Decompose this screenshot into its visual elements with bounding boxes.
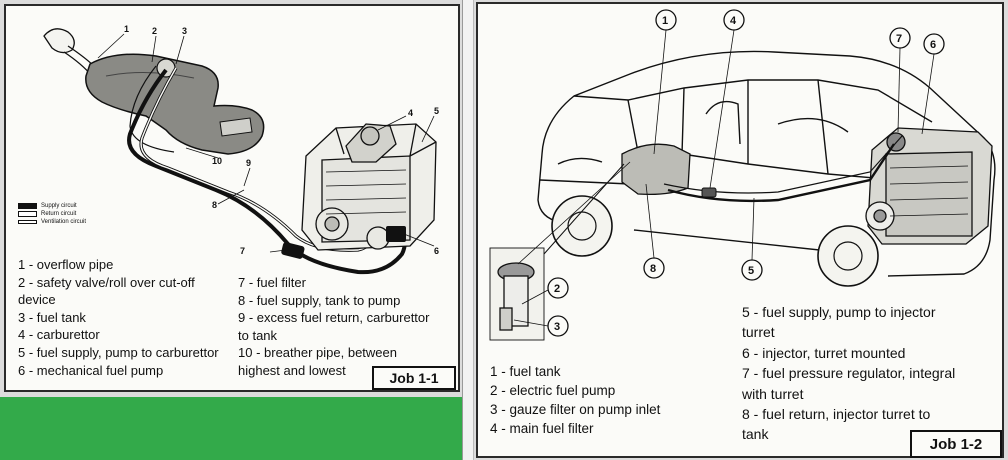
callout-6: 6 xyxy=(434,246,440,256)
callout-1: 1 xyxy=(124,24,130,34)
caption-line: device xyxy=(18,292,56,308)
caption-line: turret xyxy=(742,324,775,341)
callout-8: 8 xyxy=(650,263,657,275)
caption-line: 3 - fuel tank xyxy=(18,309,86,325)
caption-line: 6 - injector, turret mounted xyxy=(742,344,906,361)
callout-6: 6 xyxy=(930,39,937,51)
callout-2: 2 xyxy=(554,283,561,295)
job-1-2-captions-left xyxy=(490,362,660,438)
legend-label: Ventilation circuit xyxy=(41,218,87,225)
job-1-1-label: Job 1-1 xyxy=(372,366,456,390)
caption-line: 2 - electric fuel pump xyxy=(490,383,616,398)
callout-2: 2 xyxy=(152,26,158,36)
caption-line: 5 - fuel supply, pump to injector xyxy=(742,304,936,320)
caption-line: 1 - overflow pipe xyxy=(18,257,114,272)
legend-swatch-return xyxy=(18,211,37,217)
caption-line: with turret xyxy=(742,385,804,402)
callout-1: 1 xyxy=(662,15,669,27)
caption-line: tank xyxy=(742,426,769,443)
legend-return xyxy=(18,210,86,218)
caption-line: 9 - excess fuel return, carburettor xyxy=(238,310,430,326)
legend-supply xyxy=(18,202,86,210)
job-1-1-captions-right xyxy=(238,274,429,380)
callout-3: 3 xyxy=(182,26,188,36)
caption-line: 10 - breather pipe, between xyxy=(238,345,397,361)
callout-10: 10 xyxy=(212,156,223,166)
callout-8: 8 xyxy=(212,200,218,210)
caption-line: 7 - fuel filter xyxy=(238,275,306,290)
caption-line: highest and lowest xyxy=(238,362,346,378)
caption-line: 1 - fuel tank xyxy=(490,364,561,379)
caption-line: 4 - carburettor xyxy=(18,327,100,343)
legend-swatch-supply xyxy=(18,203,37,209)
caption-line: 4 - main fuel filter xyxy=(490,421,594,436)
caption-line: 2 - safety valve/roll over cut-off xyxy=(18,274,195,290)
caption-line: 5 - fuel supply, pump to carburettor xyxy=(18,344,219,360)
callout-4: 4 xyxy=(408,108,414,118)
legend-swatch-ventilation xyxy=(18,220,37,224)
caption-line: to tank xyxy=(238,327,278,343)
callout-5: 5 xyxy=(434,106,440,116)
legend-label: Supply circuit xyxy=(41,202,77,209)
caption-line: 8 - fuel return, injector turret to xyxy=(742,406,931,423)
callout-7: 7 xyxy=(240,246,246,256)
job-1-2-figure xyxy=(476,2,1004,458)
job-1-2-captions-right xyxy=(742,302,955,445)
page-gutter xyxy=(462,0,474,460)
callout-9: 9 xyxy=(246,158,252,168)
caption-line: 7 - fuel pressure regulator, integral xyxy=(742,365,956,382)
caption-line: 3 - gauze filter on pump inlet xyxy=(490,402,661,417)
callout-7: 7 xyxy=(896,33,903,45)
callout-3: 3 xyxy=(554,321,561,333)
callout-5: 5 xyxy=(748,265,755,277)
job-1-2-label: Job 1-2 xyxy=(910,430,1002,458)
job-1-1-captions-left xyxy=(18,256,219,379)
green-band xyxy=(0,397,462,460)
caption-line: 6 - mechanical fuel pump xyxy=(18,362,164,378)
callout-4: 4 xyxy=(730,15,737,27)
caption-line: 8 - fuel supply, tank to pump xyxy=(238,292,401,308)
legend-ventilation xyxy=(18,218,86,226)
legend-label: Return circuit xyxy=(41,210,77,217)
circuit-legend xyxy=(18,202,86,226)
job-1-1-figure xyxy=(4,4,460,392)
